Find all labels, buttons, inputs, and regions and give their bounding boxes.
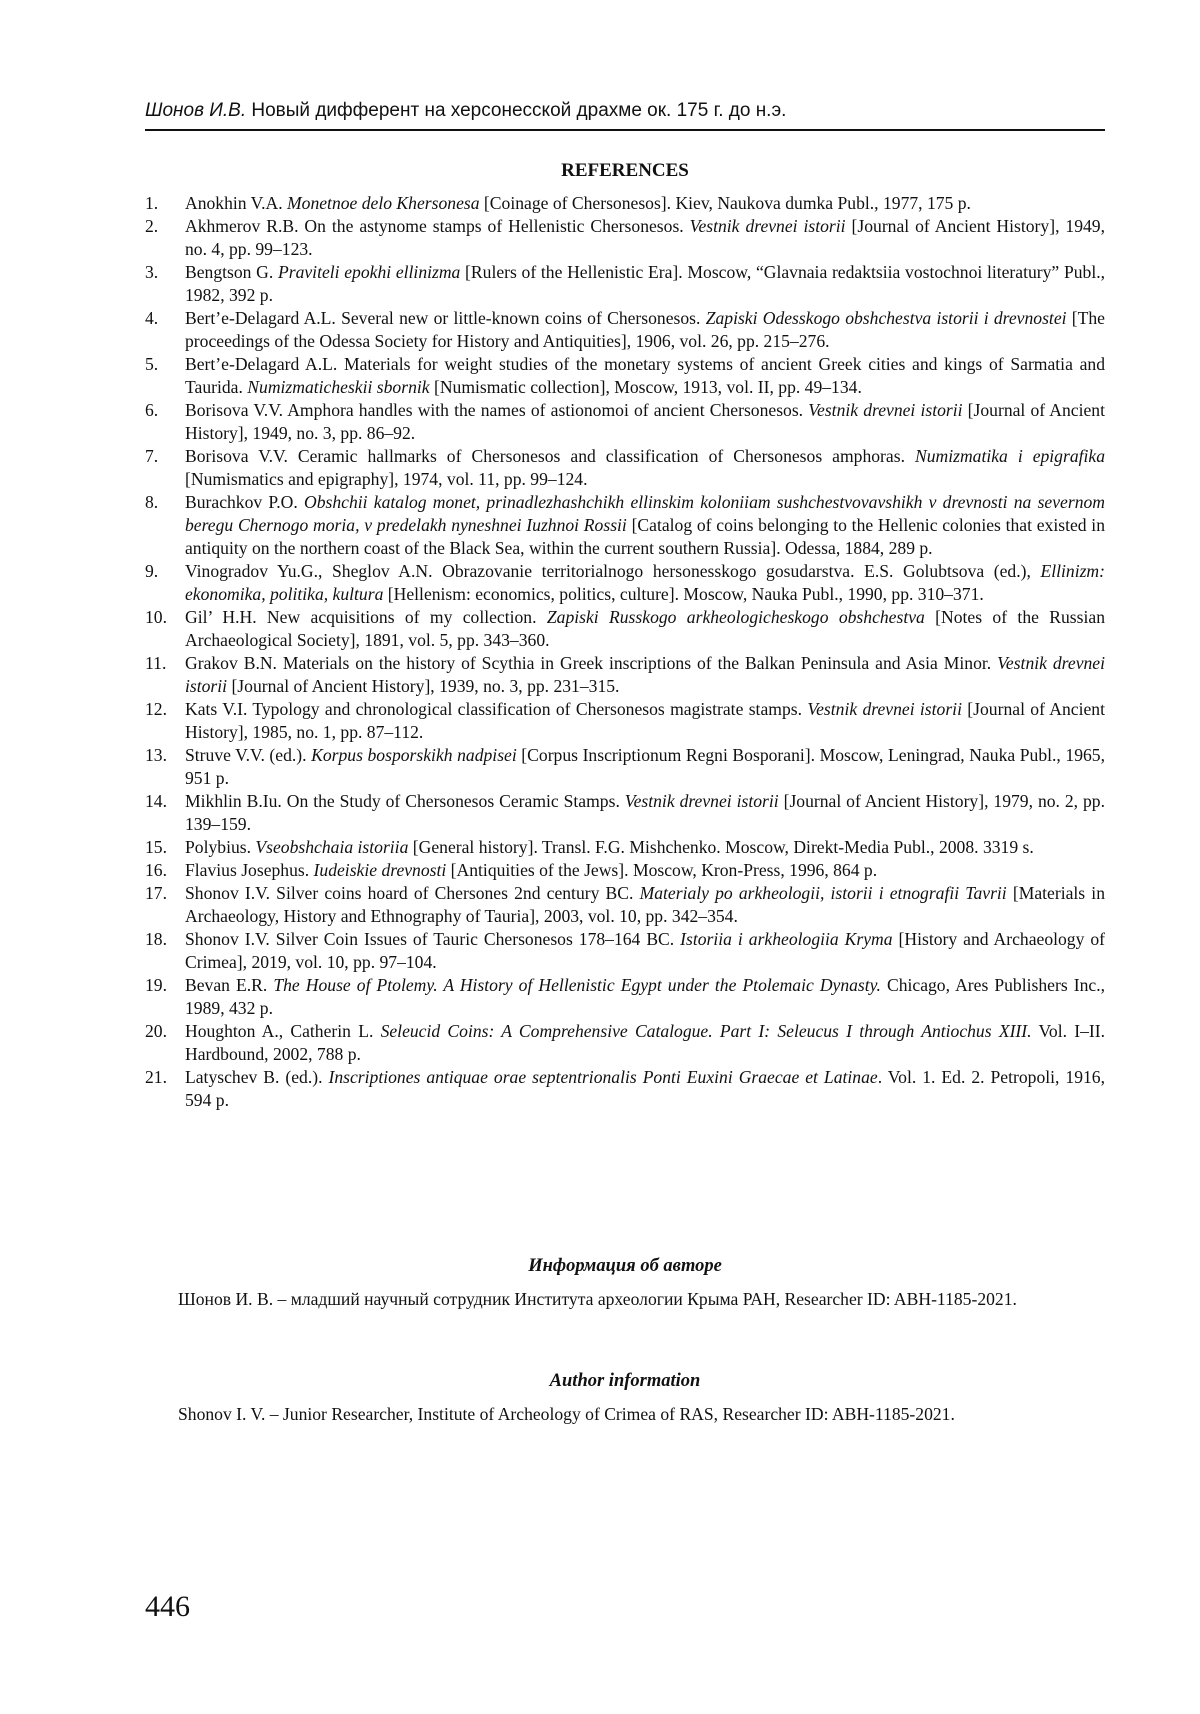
reference-text: [History and Archaeology of Crimea], 2019, vol. 10, pp. 97–104.	[185, 929, 1106, 972]
reference-text: Houghton A., Catherin L.	[185, 1021, 381, 1041]
reference-text: Struve V.V. (ed.).	[185, 745, 312, 765]
reference-source-title: Monetnoe delo Khersonesa	[287, 193, 480, 213]
references-list	[145, 192, 1105, 1112]
reference-text: Borisova V.V. Ceramic hallmarks of Chersonesos and classification of Chersonesos amphoras.	[185, 446, 915, 466]
page-number: 446	[145, 1590, 190, 1623]
reference-item	[145, 1066, 1105, 1112]
reference-text: . Vol. 1. Ed. 2. Petropoli, 1916, 594 p.	[185, 1067, 1105, 1110]
reference-text: Shonov I.V. Silver coins hoard of Chersones 2nd century BC.	[185, 883, 640, 903]
reference-text: [Numismatic collection], Moscow, 1913, vol. II, pp. 49–134.	[429, 377, 862, 397]
header-author: Шонов И.В.	[145, 100, 247, 121]
reference-text: [Journal of Ancient History], 1985, no. 1, pp. 87–112.	[185, 699, 1105, 742]
reference-number: 9.	[145, 561, 159, 581]
reference-number: 21.	[145, 1067, 167, 1087]
reference-number: 20.	[145, 1021, 167, 1041]
reference-text: [Numismatics and epigraphy], 1974, vol. 11, pp. 99–124.	[185, 469, 588, 489]
reference-text: Polybius.	[185, 837, 256, 857]
reference-number: 5.	[145, 354, 159, 374]
author-info-ru-title: Информация об авторе	[528, 1256, 722, 1276]
reference-source-title: Numizmaticheskii sbornik	[247, 377, 430, 397]
reference-number: 10.	[145, 607, 167, 627]
reference-source-title: Obshchii katalog monet, prinadlezhashchikh ellinskim koloniiam sushchestvovavshikh v drevnosti na severnom beregu Chernogo moria, v predelakh nyneshnei Iuzhnoi Rossii	[185, 492, 1105, 535]
reference-source-title: Iudeiskie drevnosti	[313, 860, 447, 880]
reference-text: Bert’e-Delagard A.L. Several new or little-known coins of Chersonesos.	[185, 308, 706, 328]
reference-item	[145, 353, 1105, 399]
reference-source-title: Istoriia i arkheologiia Kryma	[680, 929, 893, 949]
reference-text: Vol. I–II. Hardbound, 2002, 788 p.	[185, 1021, 1105, 1064]
reference-number: 8.	[145, 492, 159, 512]
reference-item	[145, 1020, 1105, 1066]
reference-text: [Materials in Archaeology, History and Ethnography of Tauria], 2003, vol. 10, pp. 342–354.	[185, 883, 1105, 926]
reference-item	[145, 859, 1105, 882]
reference-item	[145, 215, 1105, 261]
reference-text: [Hellenism: economics, politics, culture]. Moscow, Nauka Publ., 1990, pp. 310–371.	[383, 584, 984, 604]
reference-text: [Journal of Ancient History], 1949, no. 3, pp. 86–92.	[185, 400, 1105, 443]
reference-number: 12.	[145, 699, 167, 719]
reference-text: [Corpus Inscriptionum Regni Bosporani]. Moscow, Leningrad, Nauka Publ., 1965, 951 p.	[185, 745, 1105, 788]
reference-text: [Journal of Ancient History], 1979, no. 2, pp. 139–159.	[185, 791, 1105, 834]
reference-text: Borisova V.V. Amphora handles with the names of astionomoi of ancient Chersonesos.	[185, 400, 809, 420]
reference-number: 1.	[145, 193, 159, 213]
reference-item	[145, 606, 1105, 652]
reference-text: Chicago, Ares Publishers Inc., 1989, 432 p.	[185, 975, 1105, 1018]
reference-item	[145, 307, 1105, 353]
author-info-en-text: Shonov I. V. – Junior Researcher, Institute of Archeology of Crimea of RAS, Researcher ID: ABH-1185-2021.	[178, 1404, 955, 1424]
reference-number: 17.	[145, 883, 167, 903]
reference-number: 13.	[145, 745, 167, 765]
reference-source-title: Ellinizm: ekonomika, politika, kultura	[185, 561, 1105, 604]
reference-item	[145, 790, 1105, 836]
reference-item	[145, 445, 1105, 491]
reference-source-title: Zapiski Russkogo arkheologicheskogo obshchestva	[546, 607, 925, 627]
reference-number: 6.	[145, 400, 159, 420]
reference-source-title: Vestnik drevnei istorii	[185, 653, 1105, 696]
reference-text: Vinogradov Yu.G., Sheglov A.N. Obrazovanie territorialnogo hersonesskogo gosudarstva. E.S. Golubtsova (ed.),	[185, 561, 1041, 581]
reference-item	[145, 399, 1105, 445]
reference-number: 11.	[145, 653, 167, 673]
reference-item	[145, 698, 1105, 744]
reference-text: Flavius Josephus.	[185, 860, 314, 880]
reference-source-title: The House of Ptolemy. A History of Hellenistic Egypt under the Ptolemaic Dynasty.	[273, 975, 881, 995]
reference-item	[145, 836, 1105, 859]
reference-number: 4.	[145, 308, 159, 328]
reference-text: Mikhlin B.Iu. On the Study of Chersonesos Ceramic Stamps.	[185, 791, 625, 811]
reference-item	[145, 261, 1105, 307]
reference-number: 3.	[145, 262, 159, 282]
running-header	[145, 100, 1105, 131]
reference-text: Kats V.I. Typology and chronological classification of Chersonesos magistrate stamps.	[185, 699, 808, 719]
reference-text: [Journal of Ancient History], 1939, no. 3, pp. 231–315.	[227, 676, 620, 696]
reference-source-title: Numizmatika i epigrafika	[914, 446, 1106, 466]
reference-item	[145, 560, 1105, 606]
header-title: Новый дифферент на херсонесской драхме ок. 175 г. до н.э.	[251, 100, 787, 121]
reference-item	[145, 652, 1105, 698]
reference-text: Anokhin V.A.	[185, 193, 287, 213]
author-info-en-title: Author information	[549, 1371, 701, 1391]
reference-source-title: Vestnik drevnei istorii	[624, 791, 779, 811]
reference-text: [Rulers of the Hellenistic Era]. Moscow, “Glavnaia redaktsiia vostochnoi literatury” Publ., 1982, 392 p.	[185, 262, 1106, 305]
reference-text: Latyschev B. (ed.).	[185, 1067, 329, 1087]
reference-number: 15.	[145, 837, 167, 857]
reference-text: [Journal of Ancient History], 1949, no. 4, pp. 99–123.	[185, 216, 1106, 259]
reference-text: [Coinage of Chersonesos]. Kiev, Naukova dumka Publ., 1977, 175 p.	[479, 193, 971, 213]
reference-text: [General history]. Transl. F.G. Mishchenko. Moscow, Direkt-Media Publ., 2008. 3319 s.	[408, 837, 1034, 857]
reference-text: Shonov I.V. Silver Coin Issues of Tauric Chersonesos 178–164 BC.	[185, 929, 681, 949]
reference-text: Grakov B.N. Materials on the history of Scythia in Greek inscriptions of the Balkan Peninsula and Asia Minor.	[185, 653, 998, 673]
author-info-ru-text: Шонов И. В. – младший научный сотрудник Института археологии Крыма РАН, Researcher ID: ABH-1185-2021.	[178, 1289, 1017, 1309]
reference-source-title: Zapiski Odesskogo obshchestva istorii i drevnostei	[705, 308, 1067, 328]
reference-text: Bert’e-Delagard A.L. Materials for weight studies of the monetary systems of ancient Greek cities and kings of Sarmatia and Taurida.	[185, 354, 1105, 397]
reference-number: 2.	[145, 216, 159, 236]
reference-text: [The proceedings of the Odessa Society for History and Antiquities], 1906, vol. 26, pp. 215–276.	[185, 308, 1105, 351]
reference-text: Gil’ H.H. New acquisitions of my collection.	[185, 607, 547, 627]
reference-item	[145, 491, 1105, 560]
reference-source-title: Inscriptiones antiquae orae septentrionalis Ponti Euxini Graecae et Latinae	[328, 1067, 878, 1087]
reference-number: 7.	[145, 446, 159, 466]
reference-number: 14.	[145, 791, 167, 811]
references-title: REFERENCES	[561, 160, 689, 181]
reference-text: Bevan E.R.	[185, 975, 274, 995]
reference-source-title: Vestnik drevnei istorii	[808, 400, 963, 420]
reference-item	[145, 744, 1105, 790]
reference-text: Akhmerov R.B. On the astynome stamps of Hellenistic Chersonesos.	[185, 216, 690, 236]
reference-source-title: Seleucid Coins: A Comprehensive Catalogue. Part I: Seleucus I through Antiochus XIII.	[380, 1021, 1032, 1041]
reference-number: 18.	[145, 929, 167, 949]
reference-text: [Notes of the Russian Archaeological Society], 1891, vol. 5, pp. 343–360.	[185, 607, 1105, 650]
reference-item	[145, 928, 1105, 974]
reference-source-title: Praviteli epokhi ellinizma	[277, 262, 461, 282]
reference-item	[145, 974, 1105, 1020]
reference-source-title: Materialy po arkheologii, istorii i etnografii Tavrii	[639, 883, 1007, 903]
reference-item	[145, 882, 1105, 928]
reference-text: [Antiquities of the Jews]. Moscow, Kron-Press, 1996, 864 p.	[446, 860, 878, 880]
reference-text: [Catalog of coins belonging to the Hellenic colonies that existed in antiquity on the northern coast of the Black Sea, within the current southern Russia]. Odessa, 1884, 289 p.	[185, 515, 1105, 558]
reference-number: 16.	[145, 860, 167, 880]
reference-source-title: Korpus bosporskikh nadpisei	[311, 745, 517, 765]
reference-source-title: Vestnik drevnei istorii	[807, 699, 962, 719]
reference-source-title: Vestnik drevnei istorii	[689, 216, 846, 236]
reference-number: 19.	[145, 975, 167, 995]
reference-source-title: Vseobshchaia istoriia	[255, 837, 409, 857]
reference-text: Burachkov P.O.	[185, 492, 305, 512]
reference-text: Bengtson G.	[185, 262, 278, 282]
reference-item	[145, 192, 1105, 215]
